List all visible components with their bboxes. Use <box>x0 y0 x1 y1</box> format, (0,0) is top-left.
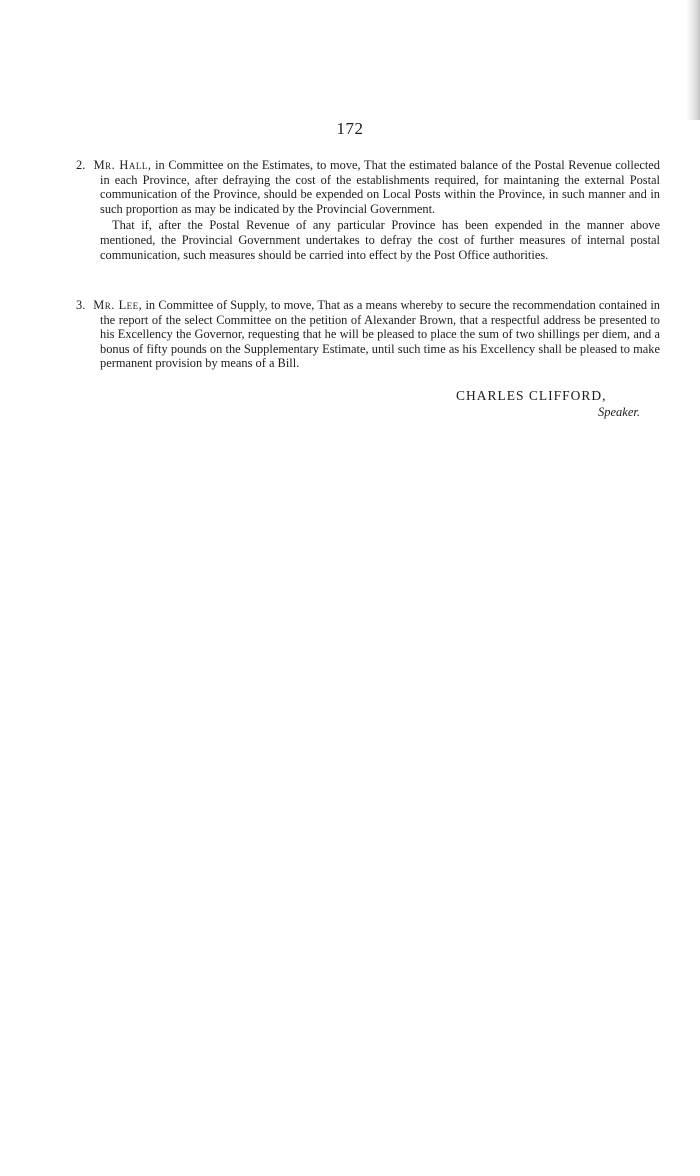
motion-item <box>76 158 660 262</box>
motion-number: 3. <box>76 298 86 312</box>
motion-paragraph <box>76 158 660 216</box>
signature-block <box>456 388 646 420</box>
signatory-name: CHARLES CLIFFORD, <box>456 388 607 403</box>
motion-text: in Committee of Supply, to move, That as a means whereby to secure the recommendation contained in the report of the select Committee on the petition of Alexander Brown, that a respectful address be presented to his Excellency the Governor, requesting that he will be pleased to place the sum of two shillings per diem, and a bonus of fifty pounds on the Supplementary Estimate, until such time as his Excellency shall be pleased to make permanent provision by means of a Bill. <box>100 298 660 371</box>
motion-text: in Committee on the Estimates, to move, That the estimated balance of the Postal Revenue collected in each Province, after defraying the cost of the establishments required, for maintaning the external Postal communication of the Province, should be expended on Local Posts within the Province, in such manner and in such proportion as may be indicated by the Provincial Government. <box>100 158 661 216</box>
motion-mover: Mr. Lee, <box>93 298 143 312</box>
motion-mover: Mr. Hall, <box>93 158 152 172</box>
signatory-title: Speaker. <box>598 405 640 419</box>
page-number: 172 <box>336 119 364 138</box>
motion-item <box>76 298 660 371</box>
motion-paragraph-continued: That if, after the Postal Revenue of any particular Province has been expended in the manner above mentioned, the Provincial Government undertakes to defray the cost of further measures of internal postal communication, such measures should be carried into effect by the Post Office authorities. <box>100 218 660 262</box>
motion-paragraph <box>76 298 660 371</box>
motion-number: 2. <box>76 158 86 172</box>
scan-edge-shadow <box>686 0 700 120</box>
